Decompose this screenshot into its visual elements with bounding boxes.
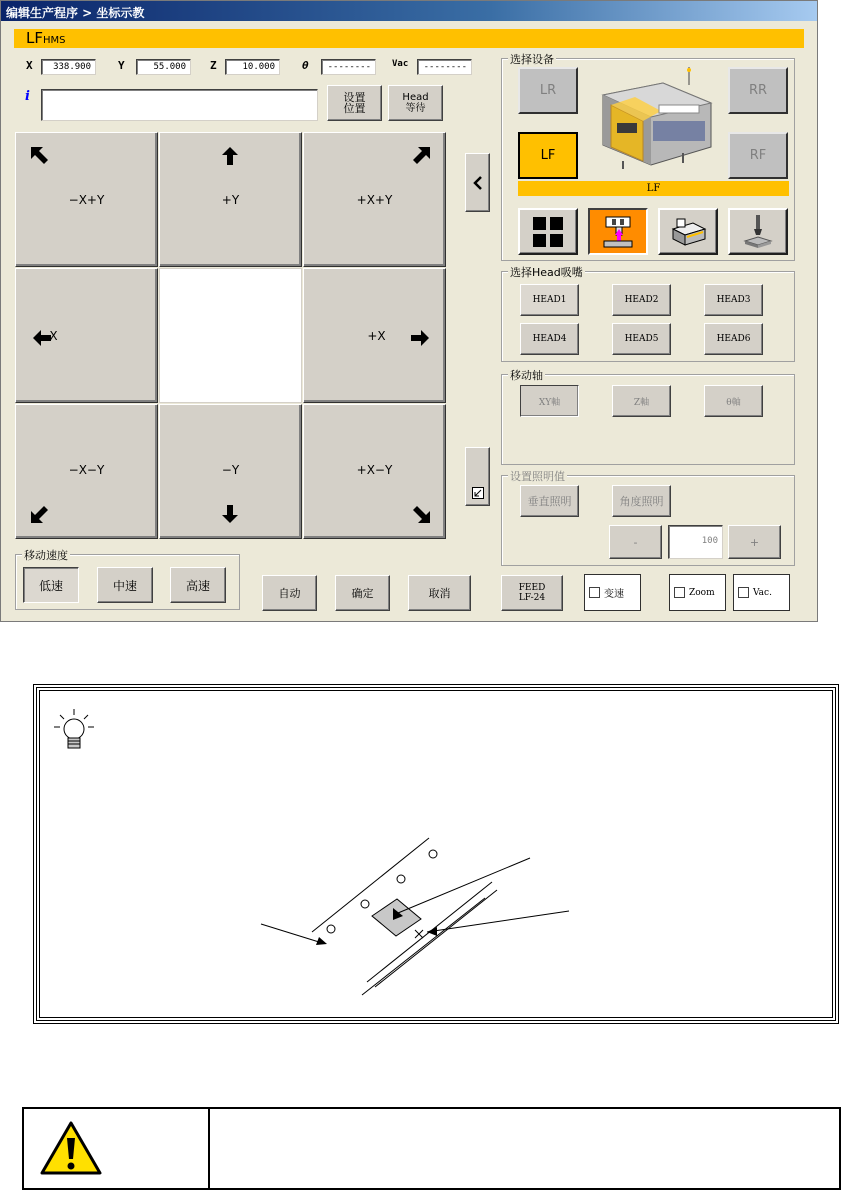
jog-w-label: −X (39, 329, 58, 343)
head-select-title: 选择Head吸嘴 (510, 266, 583, 279)
vertical-light-button[interactable]: 垂直照明 (520, 485, 579, 517)
z-label: Z (210, 59, 217, 72)
info-icon: i (25, 89, 30, 104)
device-header-label: LF (26, 29, 43, 47)
y-label: Y (118, 59, 125, 72)
component-alignment-diagram (257, 828, 617, 998)
device-rf-button[interactable]: RF (728, 132, 788, 179)
info-message-box (41, 89, 318, 121)
tip-box (33, 684, 839, 1024)
device-rr-button[interactable]: RR (728, 67, 788, 114)
cancel-button[interactable]: 取消 (408, 575, 471, 611)
camera-stand-button[interactable] (728, 208, 788, 255)
mounter-machine-image (593, 65, 715, 173)
head-nozzle-button[interactable] (588, 208, 648, 255)
axis-group-title: 移动轴 (510, 369, 543, 382)
ok-button[interactable]: 确定 (335, 575, 390, 611)
arrow-down-left-icon (31, 505, 49, 523)
jog-n-label: +Y (221, 193, 240, 207)
fit-view-button[interactable] (465, 447, 490, 506)
light-increase-button[interactable]: + (728, 525, 781, 559)
light-value-field[interactable]: 100 (668, 525, 723, 559)
warning-table-divider (208, 1109, 210, 1188)
head1-button[interactable]: HEAD1 (520, 284, 579, 316)
head4-button[interactable]: HEAD4 (520, 323, 579, 355)
warning-triangle-icon (40, 1121, 102, 1175)
vac-checkbox-label: Vac. (753, 587, 772, 598)
head6-button[interactable]: HEAD6 (704, 323, 763, 355)
jog-w-button[interactable] (15, 268, 158, 403)
zoom-checkbox[interactable] (669, 574, 726, 611)
device-lf-button[interactable]: LF (518, 132, 578, 179)
selected-device-label: LF (518, 181, 789, 196)
window-title: 编辑生产程序 > 坐标示教 (1, 1, 817, 21)
speed-group-title: 移动速度 (24, 549, 68, 562)
device-header-suffix: HMS (43, 35, 66, 46)
arrow-up-right-icon (412, 147, 430, 165)
head5-button[interactable]: HEAD5 (612, 323, 671, 355)
jog-e-button[interactable] (303, 268, 446, 403)
arrow-up-icon (222, 147, 238, 165)
jog-ne-button[interactable] (303, 132, 446, 267)
head-nozzle-icon (600, 215, 636, 249)
jog-n-button[interactable] (159, 132, 302, 267)
zoom-label: Zoom (689, 587, 715, 598)
arrow-up-left-icon (31, 147, 49, 165)
speed-low-button[interactable]: 低速 (23, 567, 79, 603)
variable-speed-checkbox[interactable] (584, 574, 641, 611)
speed-mid-button[interactable]: 中速 (97, 567, 153, 603)
grid-view-icon (533, 217, 563, 247)
variable-speed-label: 变速 (604, 589, 624, 600)
arrow-down-right-icon (412, 505, 430, 523)
warning-table (22, 1107, 841, 1190)
head3-button[interactable]: HEAD3 (704, 284, 763, 316)
zoom-check-box[interactable] (674, 587, 685, 598)
camera-stand-icon (743, 215, 773, 249)
axis-xy-button[interactable]: XY軸 (520, 385, 579, 417)
vac-check-box[interactable] (738, 587, 749, 598)
lightbulb-icon (52, 709, 96, 753)
arrow-down-icon (222, 505, 238, 523)
theta-label: θ (302, 59, 309, 72)
speed-high-button[interactable]: 高速 (170, 567, 226, 603)
x-label: X (26, 59, 33, 72)
x-value-field: 338.900 (41, 59, 96, 75)
device-lr-button[interactable]: LR (518, 67, 578, 114)
head2-button[interactable]: HEAD2 (612, 284, 671, 316)
resize-icon (472, 487, 484, 499)
y-value-field: 55.000 (136, 59, 191, 75)
chevron-left-icon (473, 176, 483, 190)
jog-sw-label: −X−Y (68, 463, 105, 477)
vac-checkbox[interactable] (733, 574, 790, 611)
jog-se-label: +X−Y (356, 463, 393, 477)
set-position-button[interactable]: 设置 位置 (327, 85, 382, 121)
vac-value-field: -------- (417, 59, 472, 75)
z-value-field: 10.000 (225, 59, 280, 75)
light-decrease-button[interactable]: - (609, 525, 662, 559)
variable-speed-check-box[interactable] (589, 587, 600, 598)
feed-button[interactable]: FEED LF-24 (501, 575, 563, 611)
angle-light-button[interactable]: 角度照明 (612, 485, 671, 517)
jog-sw-button[interactable] (15, 404, 158, 539)
theta-value-field: -------- (321, 59, 376, 75)
grid-view-button[interactable] (518, 208, 578, 255)
axis-z-button[interactable]: Z軸 (612, 385, 671, 417)
collapse-panel-button[interactable] (465, 153, 490, 212)
vac-label: Vac (392, 59, 409, 69)
feeder-icon (669, 217, 707, 247)
jog-s-button[interactable] (159, 404, 302, 539)
head-wait-button[interactable]: Head 等待 (388, 85, 443, 121)
jog-nw-button[interactable] (15, 132, 158, 267)
lighting-group-title: 设置照明值 (510, 470, 565, 483)
jog-ne-label: +X+Y (356, 193, 393, 207)
jog-center-blank (159, 268, 302, 403)
jog-e-label: +X (367, 329, 386, 343)
device-header (14, 29, 804, 48)
device-select-title: 选择设备 (510, 53, 554, 66)
axis-theta-button[interactable]: θ軸 (704, 385, 763, 417)
jog-se-button[interactable] (303, 404, 446, 539)
auto-button[interactable]: 自动 (262, 575, 317, 611)
feeder-button[interactable] (658, 208, 718, 255)
jog-nw-label: −X+Y (68, 193, 105, 207)
jog-s-label: −Y (221, 463, 240, 477)
